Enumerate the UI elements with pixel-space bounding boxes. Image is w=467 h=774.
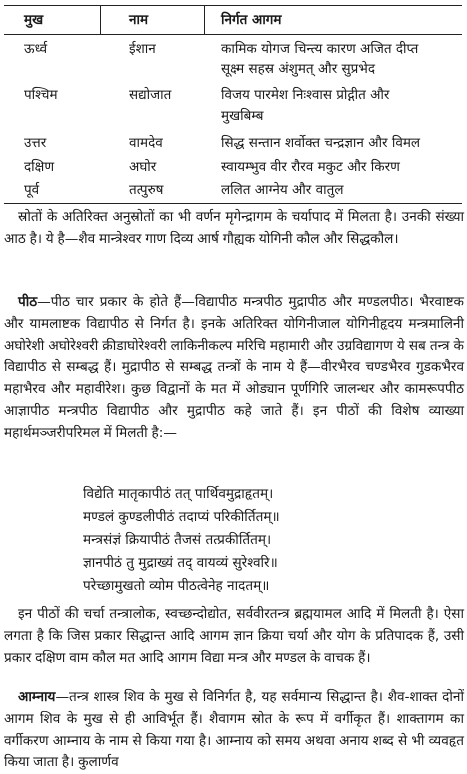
table-cell-agam: विजय पारमेश निःश्वास प्रोद्गीत और (221, 87, 390, 103)
column-divider (100, 6, 101, 34)
table-cell-naam: ईशान (129, 41, 156, 57)
table-cell-mukh: ऊर्ध्व (24, 41, 48, 57)
paragraph-peeth (4, 292, 464, 445)
table-cell-agam: सिद्ध सन्तान शर्वोक्त चन्द्रज्ञान और विमल (221, 135, 421, 151)
table-cell-naam: अघोर (129, 159, 157, 175)
table-cell-mukh: पश्चिम (24, 87, 58, 103)
header-agam: निर्गत आगम (221, 12, 282, 28)
table-cell-agam: मुखबिम्ब (221, 108, 264, 124)
paragraph-amnay (4, 687, 464, 774)
table-cell-agam: सूक्ष्म सहस्र अंशुमत् और सुप्रभेद (221, 61, 375, 77)
table-cell-naam: वामदेव (129, 135, 163, 151)
paragraph-term: पीठ (18, 294, 38, 310)
paragraph-term: आम्नाय (18, 689, 56, 705)
verse-line: ज्ञानपीठं तु मुद्राख्यं तद् वायव्यं सुरेश्वरि॥ (83, 555, 278, 571)
paragraph-anusrot: स्रोतों के अतिरिक्त अनुस्रोतों का भी वर्णन मृगेन्द्रागम के चर्यापाद में मिलता है। उनकी संख्या आठ है। ये है—शैव मान्त्रेश्वर गाण दिव्य आर्ष गौह्यक योगिनी कौल और सिद्धकौल। (4, 209, 464, 247)
verse-line: परेच्छामुखतो व्योम पीठत्वेनेह नादतम्॥ (83, 578, 270, 594)
table-cell-agam: कामिक योगज चिन्त्य कारण अजित दीप्त (221, 41, 419, 57)
agama-table (4, 5, 462, 204)
table-cell-mukh: पूर्व (24, 182, 40, 198)
paragraph-peeth-charcha: इन पीठों की चर्चा तन्त्रालोक, स्वच्छन्दोद्योत, सर्ववीरतन्त्र ब्रह्मयामल आदि में मिलती है। ऐसा लगता है कि जिस प्रकार सिद्धान्त आदि आगम ज्ञान क्रिया चर्या और योग के प्रतिपादक हैं, उसी प्रकार दक्षिण वाम कौल मत आदि आगम विद्या मन्त्र और मण्डल के वाचक हैं। (4, 606, 464, 666)
table-cell-mukh: दक्षिण (24, 159, 55, 175)
table-cell-mukh: उत्तर (24, 135, 47, 151)
header-mukh: मुख (24, 12, 44, 28)
verse-line: विद्येति मातृकापीठं तत् पार्थिवमुद्राहृतम्। (83, 486, 274, 502)
table-cell-naam: तत्पुरुष (129, 182, 164, 198)
column-divider (204, 6, 205, 34)
table-cell-agam: ललित आग्नेय और वातुल (221, 182, 344, 198)
table-cell-agam: स्वायम्भुव वीर रौरव मकुट और किरण (221, 159, 400, 175)
verse-line: मण्डलं कुण्डलीपीठं तदाप्यं परिकीर्तितम्॥ (83, 509, 280, 525)
table-header (4, 6, 462, 35)
paragraph-text: —तन्त्र शास्त्र शिव के मुख से विनिर्गत है, यह सर्वमान्य सिद्धान्त है। शैव-शाक्त दोनों आगम शिव के मुख से ही आविर्भूत हैं। शैवागम स्रोत के रूप में वर्गीकृत हैं। शाक्तागम का वर्गीकरण आम्नाय के नाम से किया गया है। आम्नाय को समय अथवा अनाय शब्द से भी व्यवहृत किया जाता है। कुलार्णव (4, 689, 464, 771)
verse-line: मन्त्रसंज्ञं क्रियापीठं तैजसं तत्प्रकीर्तितम्। (83, 532, 272, 548)
table-cell-naam: सद्योजात (129, 87, 172, 103)
paragraph-text: —पीठ चार प्रकार के होते हैं—विद्यापीठ मन्त्रपीठ मुद्रापीठ और मण्डलपीठ। भैरवाष्टक और यामलाष्टक विद्यापीठ से निर्गत है। इनके अतिरिक्त योगिनीजाल योगिनीहृदय मन्त्रमालिनी अघोरेशी अघोरेश्वरी क्रीडाघोरेश्वरी लाकिनीकल्प मरिचि महामारी और उग्रविद्यागण ये सब तन्त्र के विद्यापीठ से सम्बद्ध हैं। मुद्रापीठ से सम्बद्ध तन्त्रों के नाम ये हैं—वीरभैरव चण्डभैरव गुडकभैरव महाभैरव और महावीरेश। कुछ विद्वानों के मत में ओड्यान पूर्णगिरि जालन्धर और कामरूपपीठ आज्ञापीठ मन्त्रपीठ विद्यापीठ और मुद्रापीठ कहे जाते हैं। इन पीठों की विशेष व्याख्या महार्थमञ्जरीपरिमल में मिलती है:— (4, 294, 464, 441)
header-naam: नाम (129, 12, 149, 28)
